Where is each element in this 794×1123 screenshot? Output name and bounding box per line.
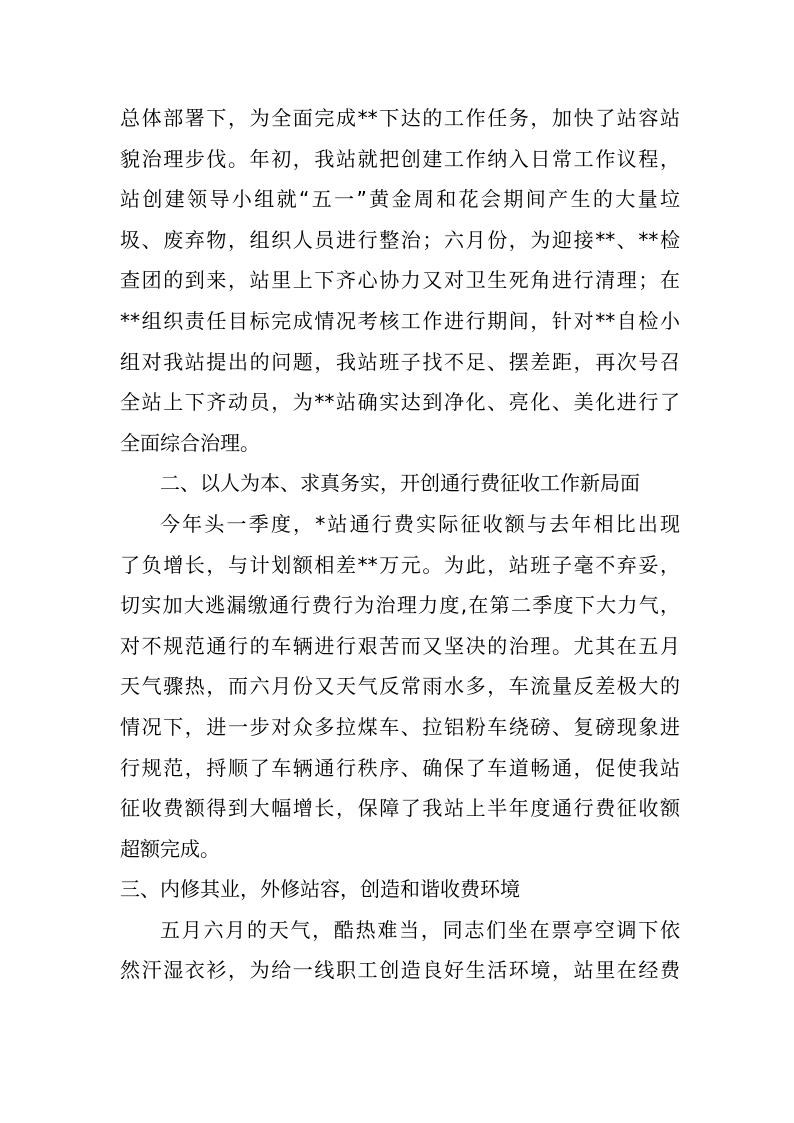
body-line: 超额完成。: [120, 836, 220, 861]
body-line: **组织责任目标完成情况考核工作进行期间，针对**自检小: [120, 308, 680, 333]
body-line: 天气骤热，而六月份又天气反常雨水多，车流量反差极大的: [120, 674, 680, 699]
body-line: 然汗湿衣衫，为给一线职工创造良好生活环境，站里在经费: [120, 958, 680, 983]
section-heading-3: 三、内修其业，外修站容，创造和谐收费环境: [120, 877, 520, 902]
document-body: [120, 98, 680, 991]
body-line: 切实加大逃漏缴通行费行为治理力度,在第二季度下大力气，: [120, 593, 680, 618]
body-line: 了负增长，与计划额相差**万元。为此，站班子毫不弃妥，: [120, 552, 680, 577]
body-line: 圾、废弃物，组织人员进行整治；六月份，为迎接**、**检: [120, 227, 680, 252]
paragraph-toll-collection: [120, 504, 680, 869]
section-heading-2: 二、以人为本、求真务实，开创通行费征收工作新局面: [160, 471, 640, 496]
paragraph-environment: [120, 910, 680, 991]
paragraph-station-appearance: [120, 98, 680, 463]
body-line: 五月六月的天气，酷热难当，同志们坐在票亭空调下依: [160, 917, 680, 942]
body-line: 情况下，进一步对众多拉煤车、拉铝粉车绕磅、复磅现象进: [120, 714, 680, 739]
body-line: 站创建领导小组就“五一”黄金周和花会期间产生的大量垃: [120, 187, 680, 212]
body-line: 貌治理步伐。年初，我站就把创建工作纳入日常工作议程，: [120, 146, 680, 171]
body-line: 全站上下齐动员，为**站确实达到净化、亮化、美化进行了: [120, 390, 680, 415]
body-line: 行规范，捋顺了车辆通行秩序、确保了车道畅通，促使我站: [120, 755, 680, 780]
body-line: 今年头一季度，*站通行费实际征收额与去年相比出现: [160, 511, 680, 536]
body-line: 全面综合治理。: [120, 430, 260, 455]
body-line: 对不规范通行的车辆进行艰苦而又坚决的治理。尤其在五月: [120, 633, 680, 658]
body-line: 总体部署下，为全面完成**下达的工作任务，加快了站容站: [120, 106, 680, 130]
body-line: 征收费额得到大幅增长，保障了我站上半年度通行费征收额: [120, 796, 680, 821]
body-line: 查团的到来，站里上下齐心协力又对卫生死角进行清理；在: [120, 268, 680, 293]
body-line: 组对我站提出的问题，我站班子找不足、摆差距，再次号召: [120, 349, 680, 374]
